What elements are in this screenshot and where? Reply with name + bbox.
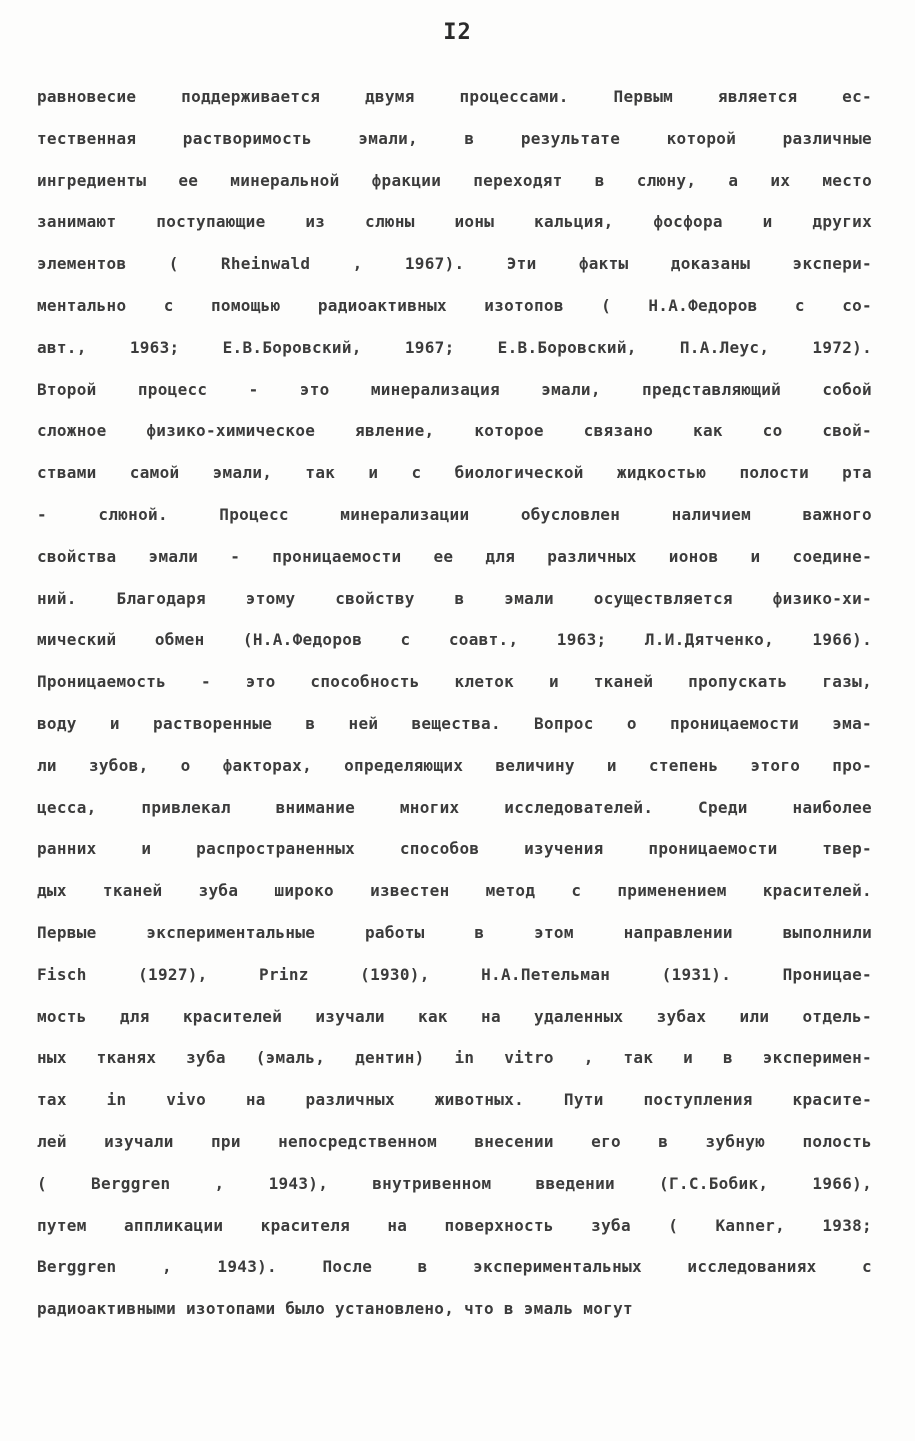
text-line: ствами самой эмали, так и с биологической жидкостью полости рта xyxy=(37,463,872,483)
text-line: цесса, привлекал внимание многих исследователей. Среди наиболее xyxy=(37,797,872,817)
text-line: Второй процесс - это минерализация эмали, представляющий собой xyxy=(37,379,872,399)
text-line: тественная растворимость эмали, в результате которой различные xyxy=(37,128,872,148)
text-line: занимают поступающие из слюны ионы кальция, фосфора и других xyxy=(37,212,872,232)
text-line: воду и растворенные в ней вещества. Вопрос о проницаемости эма- xyxy=(37,713,872,733)
text-line: ли зубов, о факторах, определяющих величину и степень этого про- xyxy=(37,755,872,775)
text-line: ингредиенты ее минеральной фракции переходят в слюну, а их место xyxy=(37,170,872,190)
text-line: путем аппликации красителя на поверхность зуба ( Kanner, 1938; xyxy=(37,1215,872,1235)
text-line: равновесие поддерживается двумя процессами. Первым является ес- xyxy=(37,87,872,106)
text-line: радиоактивными изотопами было установлено, что в эмаль могут xyxy=(37,1299,633,1319)
text-line: дых тканей зуба широко известен метод с применением красителей. xyxy=(37,881,872,901)
text-line: Berggren , 1943). После в экспериментальных исследованиях с xyxy=(37,1257,872,1277)
text-line: Первые экспериментальные работы в этом направлении выполнили xyxy=(37,922,872,942)
text-line: авт., 1963; Е.В.Боровский, 1967; Е.В.Боровский, П.А.Леус, 1972). xyxy=(37,337,872,357)
text-line: тах in vivo на различных животных. Пути поступления красите- xyxy=(37,1090,872,1110)
body-text xyxy=(37,76,872,1330)
text-line: элементов ( Rheinwald , 1967). Эти факты доказаны экспери- xyxy=(37,254,872,274)
text-line: свойства эмали - проницаемости ее для различных ионов и соедине- xyxy=(37,546,872,566)
text-line: мость для красителей изучали как на удаленных зубах или отдель- xyxy=(37,1006,872,1026)
text-line: сложное физико-химическое явление, которое связано как со свой- xyxy=(37,421,872,441)
text-line: ( Berggren , 1943), внутривенном введении (Г.С.Бобик, 1966), xyxy=(37,1173,872,1193)
text-line: Fisch (1927), Prinz (1930), Н.А.Петельман (1931). Проницае- xyxy=(37,964,872,984)
text-line: лей изучали при непосредственном внесении его в зубную полость xyxy=(37,1131,872,1151)
text-line: ний. Благодаря этому свойству в эмали осуществляется физико-хи- xyxy=(37,588,872,608)
text-line: ментально с помощью радиоактивных изотопов ( Н.А.Федоров с со- xyxy=(37,295,872,315)
text-line: ных тканях зуба (эмаль, дентин) in vitro , так и в эксперимен- xyxy=(37,1048,872,1068)
text-line: мический обмен (Н.А.Федоров с соавт., 1963; Л.И.Дятченко, 1966). xyxy=(37,630,872,650)
text-line: Проницаемость - это способность клеток и тканей пропускать газы, xyxy=(37,672,872,692)
page-number: I2 xyxy=(443,20,472,45)
text-line: - слюной. Процесс минерализации обусловлен наличием важного xyxy=(37,504,872,524)
text-line: ранних и распространенных способов изучения проницаемости твер- xyxy=(37,839,872,859)
